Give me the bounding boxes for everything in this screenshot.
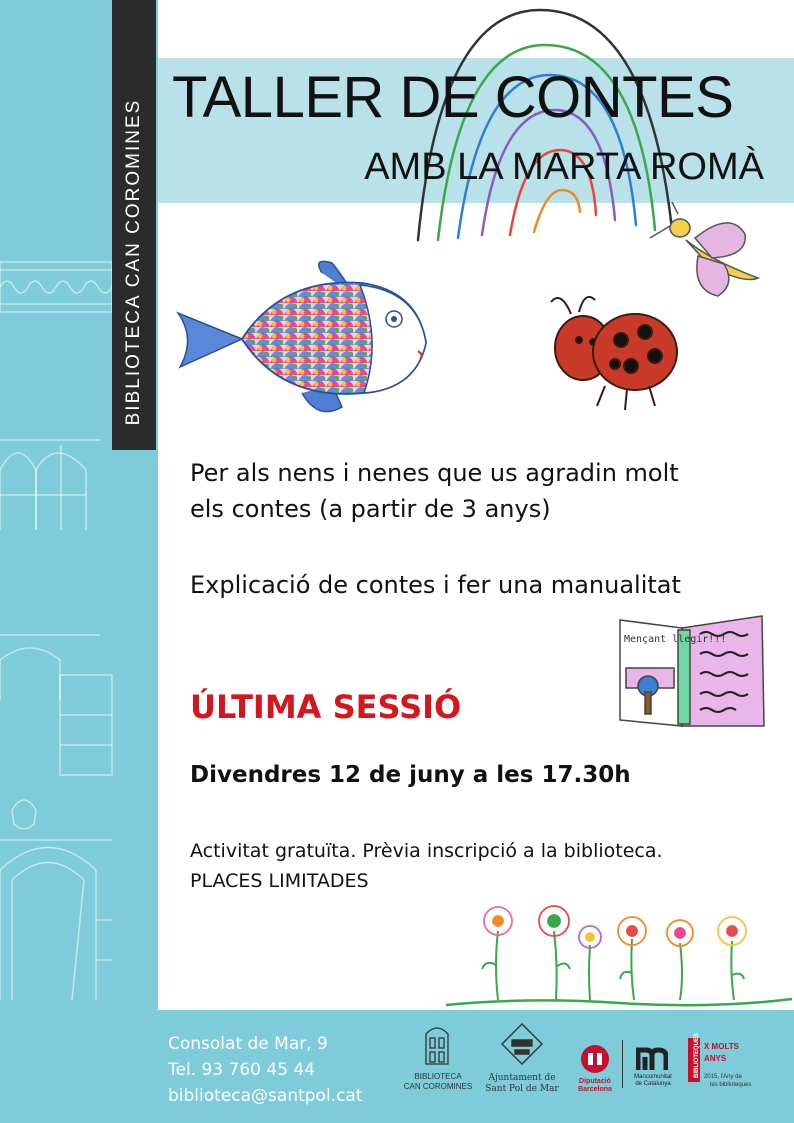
anniversary-logo-text-4: 2015, l'Any de [704, 1074, 742, 1080]
activity-text: Explicació de contes i fer una manualitat [190, 571, 681, 599]
anniversary-logo-text-5: les biblioteques [710, 1082, 752, 1088]
session-date: Divendres 12 de juny a les 17.30h [190, 762, 631, 788]
registration-note-line-2: PLACES LIMITADES [190, 870, 369, 892]
library-logo-icon [424, 1022, 450, 1066]
page-title: TALLER DE CONTES [172, 65, 734, 130]
intro-text-line-2: els contes (a partir de 3 anys) [190, 495, 551, 523]
intro-text-line-1: Per als nens i nenes que us agradin molt [190, 459, 679, 487]
phone-text[interactable]: Tel. 93 760 45 44 [168, 1060, 316, 1080]
footer-bar [0, 1010, 794, 1123]
book-drawing [612, 608, 772, 732]
address-text: Consolat de Mar, 9 [168, 1034, 328, 1054]
last-session-heading: ÚLTIMA SESSIÓ [190, 688, 462, 726]
email-link[interactable]: biblioteca@santpol.cat [168, 1086, 363, 1106]
anniversary-logo-text-2: X MOLTS [704, 1042, 739, 1051]
diputacio-logo-icon [580, 1044, 610, 1074]
mancomunitat-logo-icon [636, 1046, 668, 1072]
anniversary-logo [688, 1032, 784, 1098]
registration-note-line-1: Activitat gratuïta. Prèvia inscripció a la biblioteca. [190, 840, 663, 862]
library-logo-text: BIBLIOTECA CAN COROMINES [403, 1072, 473, 1091]
book-drawing-text: Mençant llegir!!! [624, 634, 727, 645]
sidebar-panel [0, 0, 158, 1010]
diputacio-logo-text: Diputació Barcelona [578, 1078, 612, 1093]
mancomunitat-logo-text: Mancomunitat de Catalunya [634, 1074, 672, 1087]
anniversary-logo-text-3: ANYS [704, 1054, 727, 1063]
flowers-drawing [440, 895, 794, 1010]
ladybug-drawing [545, 290, 690, 415]
council-logo-icon [500, 1022, 544, 1066]
fish-drawing [172, 255, 432, 425]
anniversary-logo-text-1: BIBLIOTEQUES [694, 1032, 700, 1078]
logo-divider [622, 1040, 623, 1088]
page-subtitle: AMB LA MARTA ROMÀ [364, 146, 764, 188]
library-name-vertical: BIBLIOTECA CAN COROMINES [123, 98, 144, 426]
council-logo-text: Ajuntament de Sant Pol de Mar [485, 1073, 559, 1094]
